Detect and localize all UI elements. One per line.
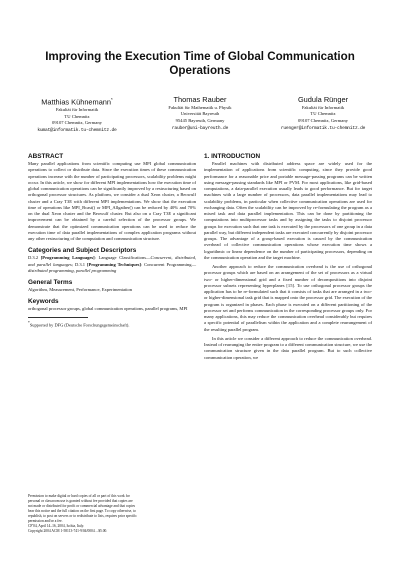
author-email[interactable]: rauber@uni-bayreuth.de: [171, 125, 229, 131]
permission-line: republish, to post on servers or to redistribute to lists, requires prior specific: [28, 514, 137, 518]
author-dept: Fakultät für Informatik: [301, 105, 345, 110]
author-dept: Fakultät für Mathematik u. Physik: [168, 105, 232, 110]
permission-line: permission and/or a fee.: [28, 519, 63, 523]
paper-title: Improving the Execution Time of Global Communication Operations: [45, 50, 355, 77]
footnote-marker: *: [111, 97, 113, 102]
category-desc: : Concurrent Programming—: [140, 261, 197, 267]
author-name: Gudula Rünger: [297, 95, 349, 104]
author-univ: TU Chemnitz: [64, 113, 90, 119]
keywords-heading: Keywords: [28, 298, 59, 306]
author-2: [141, 95, 259, 135]
abstract-text: Many parallel applications from scientific computing use MPI global communication operations to collect or distribute data. Since the execution times of these communication operations increase with the number of participating processors, scalability problems might occur. In this article, we show for different MPI implementations how the execution time of global communication operations can be significantly improved by a restructuring based on orthogonal processor structures. As platform, we consider a dual Xeon cluster, a Beowulf cluster and a Cray T3E with different MPI implementations. We show that the execution time of operations like MPI_Bcast() or MPI_Allgather() can be reduced by 40% and 70% on the dual Xeon cluster and the Beowulf cluster. But also on a Cray T3E a significant improvement can be obtained by a careful selection of the processor groups. We demonstrate that the optimized communication operations can be used to reduce the execution time of data parallel implementations of complex application programs without any other restructuring of the computation and communication structure.: [28, 161, 196, 241]
author-3: [264, 95, 382, 135]
permission-line: bear this notice and the full citation on the first page. To copy otherwise, to: [28, 509, 136, 513]
permission-line: Permission to make digital or hard copies of all or part of this work for: [28, 494, 130, 498]
category-subject: Concurrent, distributed, and parallel languages: [28, 255, 196, 267]
intro-paragraph-1: Parallel machines with distributed address space are widely used for the implementation of applications from scientific computing, since they provide good performance for a reasonable price and portable message-passing programs can be written using message-passing standards like MPI or PVM. For most applications, like grid-based computations, a data-parallel execution usually leads to good performance. But for target machines with a large number of processors, data parallel implementations may lead to scalability problems, in particular when collective communication operations are used for exchanging data. Often the scalability can be improved by re-formulating the program as a mixed task and data parallel implementation. This can be done by partitioning the computations into multiprocessor tasks and by assigning the tasks to disjoint processor groups for execution such that one task is executed by the processors of one group in a data parallel way, but different independent tasks are executed concurrently by disjoint processor groups. The advantage of a group-based execution is caused by the communication overhead of collective communication operations whose execution time shows a logarithmic or linear dependence on the number of participating processors, depending on the communication operation and the target machine.: [204, 161, 372, 260]
category-name: [Programming Techniques]: [87, 261, 141, 267]
category-code: D.3.2: [28, 255, 39, 261]
intro-paragraph-2: Another approach to reduce the communication overhead is the use of orthogonal processor groups which are based on an arrangement of the set of processors as a virtual two- or higher-dimensional grid and a fixed number of decompositions into disjoint processor subsets representing hyperplanes [15]. To use orthogonal processor groups the application has to be re-formulated such that it consists of tasks that are arranged in a two- or higher-dimensional task grid that is mapped onto the processor grid. The execution of the program is organized in phases. Each phase is executed on a different partitioning of the processor set and performs communication in the corresponding processor groups only. For many applications, this may reduce the communication overhead considerably but requires a specific potential of parallelism within the application and a complete rearrangement of the resulting parallel program.: [204, 264, 372, 332]
author-city: 09107 Chemnitz, Germany: [298, 117, 348, 123]
author-univ: TU Chemnitz: [310, 111, 336, 117]
abstract-heading: ABSTRACT: [28, 153, 64, 160]
footnote-divider: [28, 317, 88, 318]
general-terms-text: Algorithm, Measurement, Performance, Experimentation: [28, 287, 133, 292]
author-email[interactable]: kumat@informatik.tu-chemnitz.de: [37, 128, 117, 134]
category-subject: distributed programming, parallel programming: [28, 267, 117, 273]
author-city: 95445 Bayreuth, Germany: [175, 117, 225, 123]
categories-heading: Categories and Subject Descriptors: [28, 247, 137, 255]
author-name: Matthias Kühnemann*: [41, 97, 113, 107]
keywords-text: orthogonal processor groups, global communication operations, parallel programs, MPI: [28, 306, 188, 312]
category-desc: : Language Classifications—: [94, 255, 151, 261]
footnote-marker: *: [28, 320, 30, 325]
permission-notice: [28, 494, 196, 534]
author-1: [18, 95, 136, 135]
author-email[interactable]: ruenger@informatik.tu-chemnitz.de: [280, 125, 366, 131]
author-name: Thomas Rauber: [173, 95, 227, 104]
category-code: D.3.1: [74, 261, 86, 267]
general-terms-heading: General Terms: [28, 279, 73, 286]
categories-text: D.3.2 [Programming Languages]: Language Classifications—Concurrent, distributed, and parallel languages; D.3.1 [Programming Techniques]: Concurrent Programming—distributed programming, parallel programming: [28, 255, 197, 273]
permission-line: personal or classroom use is granted without fee provided that copies are: [28, 499, 133, 503]
intro-paragraph-3: In this article we consider a different approach to reduce the communication overhead. Instead of rearranging the entire program to a different communication structure, we use the communication structure given in the data parallel program. But to such collective communication operation, we: [204, 335, 372, 360]
permission-line: not made or distributed for profit or commercial advantage and that copies: [28, 504, 136, 508]
copyright-line: Copyright 2004 ACM 1-58113-741-9/04/0004 ...$5.00.: [28, 529, 108, 533]
footnote: *Supported by DFG (Deutsche Forschungsgemeinschaft).: [28, 320, 130, 327]
category-name: [Programming Languages]: [40, 255, 95, 261]
author-city: 09107 Chemnitz, Germany: [52, 120, 102, 126]
author-block: [18, 95, 382, 135]
right-column: [204, 152, 372, 361]
author-dept: Fakultät für Informatik: [55, 107, 99, 113]
introduction-heading: 1. INTRODUCTION: [204, 153, 261, 160]
left-column: [28, 152, 196, 328]
conference-info: CF'04, April 14–16, 2004, Ischia, Italy.: [28, 524, 85, 528]
author-univ: Universität Bayreuth: [180, 111, 220, 117]
